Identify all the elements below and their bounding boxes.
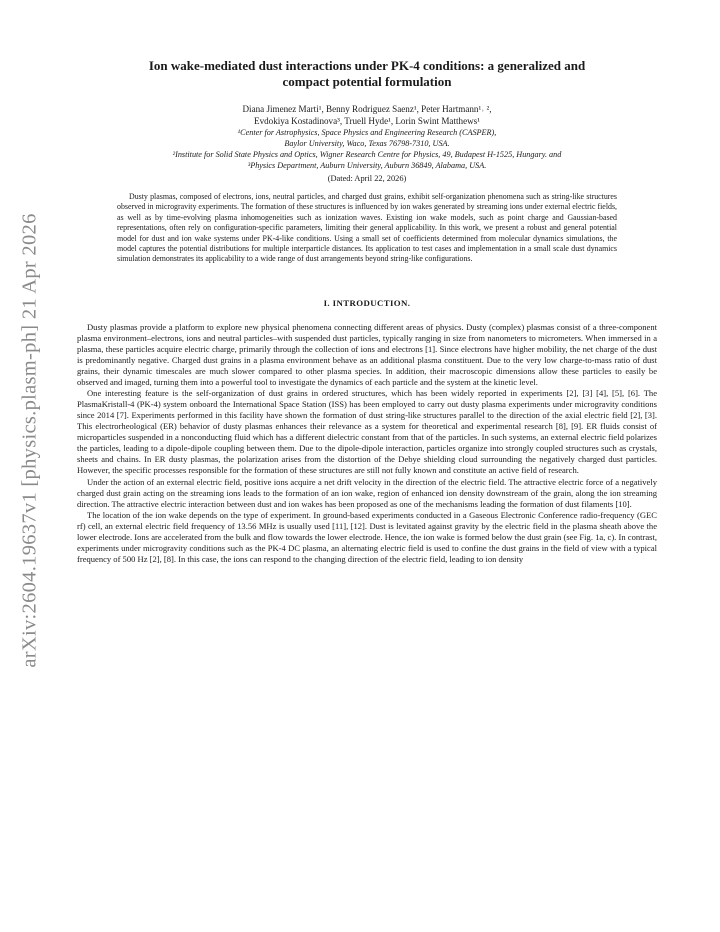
date-line: (Dated: April 22, 2026) — [327, 174, 407, 183]
paragraph-4: The location of the ion wake depends on the type of experiment. In ground-based experiments conducted in a Gaseous Electronic Conference radio-frequency (GEC rf) cell, an external electric field frequency of 13.56 MHz is usually used [11], [12]. Dust is levitated against gravity by the electric field in the plasma sheath above the lower electrode. Ions are accelerated from the bulk and flow towards the lower electrode. Hence, the ion wake is formed below the dust grain (see Fig. 1a, c). In contrast, experiments under microgravity conditions such as the PK-4 DC plasma, an alternating electric field is used to confine the dust grains in the field of view with a typical frequency of 500 Hz [2], [8]. In this case, the ions can respond to the changing direction of the electric field, leading to ion density — [77, 509, 657, 564]
author-list — [77, 103, 657, 127]
affiliation-2: ²Institute for Solid State Physics and Optics, Wigner Research Centre for Physics, 49, Budapest H-1525, Hungary. and — [172, 150, 562, 159]
affiliation-1-line-1: ¹Center for Astrophysics, Space Physics and Engineering Research (CASPER), — [237, 128, 497, 137]
affiliation-1-line-2: Baylor University, Waco, Texas 76798-7310, USA. — [284, 139, 450, 148]
affiliations — [77, 127, 657, 171]
author-line-1: Diana Jimenez Marti¹, Benny Rodriguez Saenz¹, Peter Hartmann¹˒ ², — [242, 104, 492, 114]
title-line-1: Ion wake-mediated dust interactions under PK-4 conditions: a generalized and — [148, 58, 586, 73]
paragraph-2: One interesting feature is the self-organization of dust grains in ordered structures, which has been widely reported in experiments [2], [3] [4], [5], [6]. The PlasmaKristall-4 (PK-4) system onboard the International Space Station (ISS) has been employed to carry out dusty plasma experiments under microgravity conditions since 2014 [7]. Experiments performed in this facility have shown the formation of dust string-like structures parallel to the direction of the axial electric field [2], [3]. This electrorheological (ER) behavior of dusty plasmas enhances their relevance as a system for theoretical and experimental research [8], [9]. ER fluids consist of microparticles suspended in a nonconducting fluid which has a different dielectric constant from that of the particles. In such systems, an external electric field polarizes the particles, leading to a dipole-dipole coupling between them. Due to the dipole-dipole interaction, particles organize into strongly coupled structures such as crystals, sheets and chains. In ER dusty plasmas, the polarization arises from the distortion of the Debye shielding cloud surrounding the negatively charged dust particles. However, the specific processes responsible for the formation of these structures are still not fully known and constitute an active field of research. — [77, 388, 657, 476]
arxiv-identifier-text: arXiv:2604.19637v1 [physics.plasm-ph] 21 Apr 2026 — [18, 212, 41, 668]
paper-title — [77, 58, 657, 90]
section-heading-introduction: I. INTRODUCTION. — [323, 297, 411, 308]
arxiv-identifier — [6, 205, 54, 675]
title-line-2: compact potential formulation — [282, 74, 452, 89]
paragraph-3: Under the action of an external electric field, positive ions acquire a net drift velocity in the direction of the electric field. The attractive electric force of a negatively charged dust grain acting on the streaming ions leads to the formation of an ion wake, region of enhanced ion density downstream of the grain, along the ion streaming direction. The attractive electric interaction between dust and ion wakes has been proposed as one of the mechanisms leading the formation of dust filaments [10]. — [77, 476, 657, 509]
paragraph-1: Dusty plasmas provide a platform to explore new physical phenomena connecting different areas of physics. Dusty (complex) plasmas consist of a three-component plasma environment–electrons, ions and neutral particles–with suspended dust particles, typically ranging in size from nanometers to micrometers. When immersed in a plasma, these particles acquire electric charge, primarily through the collection of ions and electrons [1]. Since electrons have higher mobility, the net charge of the dust is predominantly negative. Charged dust grains in a plasma environment behave as an additional plasma constituent. Due to the very low charge-to-mass ratio of dust grains, their dynamic timescales are much slower compared to other plasma species. In addition, their macroscopic dimensions allow these particles to easily be observed and imaged, turning them into a powerful tool to investigate the dynamics of each particle and the system at the kinetic level. — [77, 321, 657, 388]
paper-page — [77, 58, 657, 565]
author-line-2: Evdokiya Kostadinova³, Truell Hyde¹, Lorin Swint Matthews¹ — [254, 116, 480, 126]
affiliation-3: ³Physics Department, Auburn University, Auburn 36849, Alabama, USA. — [247, 161, 487, 170]
abstract: Dusty plasmas, composed of electrons, ions, neutral particles, and charged dust grains, exhibit self-organization phenomena such as string-like structures observed in microgravity experiments. The formation of these structures is influenced by ion wakes generated by streaming ions under external electric fields, as well as by time-evolving plasma inhomogeneities such as ionization waves. Existing ion wake models, such as point charge and Gaussian-based representations, often rely on configuration-specific parameters, limiting their general applicability. In this work, we present a robust and general potential model for dust and ion wake systems under PK-4-like conditions. Using a small set of coefficients determined from molecular dynamics simulations, the model captures the potential distributions for multiple interparticle distances. Its application to test cases and implementation in a small scale dust dynamics simulation demonstrates its applicability to a wide range of dust arrangements beyond string-like configurations. — [117, 192, 617, 264]
